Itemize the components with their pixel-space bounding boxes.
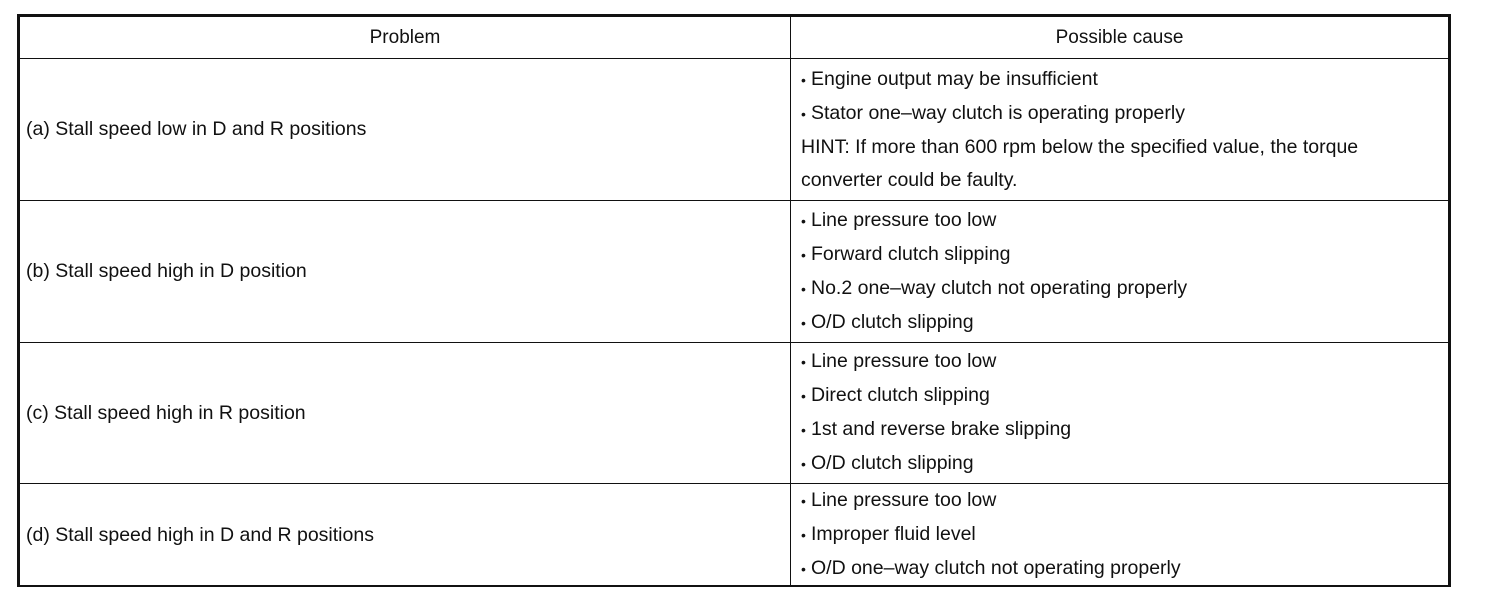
header-possible-cause: Possible cause xyxy=(791,17,1449,59)
cause-item xyxy=(801,447,1442,481)
cause-text: O/D clutch slipping xyxy=(811,310,974,333)
cause-list xyxy=(801,63,1442,131)
bullet-icon: • xyxy=(801,246,806,263)
table-row xyxy=(20,484,1449,587)
cause-item xyxy=(801,204,1442,238)
bullet-icon: • xyxy=(801,422,806,438)
problem-cell: (b) Stall speed high in D position xyxy=(20,201,791,343)
cause-cell xyxy=(791,343,1449,484)
hint-text: HINT: If more than 600 rpm below the specified value, the torque converter could be faulty. xyxy=(801,135,1359,191)
cause-text: Stator one–way clutch is operating properly xyxy=(811,101,1185,124)
cause-text: No.2 one–way clutch not operating properly xyxy=(811,276,1188,299)
cause-item xyxy=(801,518,1442,552)
bullet-icon: • xyxy=(801,280,806,297)
cause-item xyxy=(801,97,1442,131)
cause-list xyxy=(801,484,1442,586)
cause-cell xyxy=(791,59,1449,201)
cause-item xyxy=(801,272,1442,306)
cause-text: Forward clutch slipping xyxy=(811,242,1011,265)
problem-cell: (d) Stall speed high in D and R positions xyxy=(20,484,791,587)
cause-item xyxy=(801,63,1442,97)
problem-cell: (c) Stall speed high in R position xyxy=(20,343,791,484)
bullet-icon: • xyxy=(801,71,806,88)
cause-text: O/D one–way clutch not operating properly xyxy=(811,557,1181,579)
bullet-icon: • xyxy=(801,561,806,577)
cause-text: Direct clutch slipping xyxy=(811,384,990,406)
cause-text: Engine output may be insufficient xyxy=(811,67,1098,90)
cause-item xyxy=(801,484,1442,518)
bullet-icon: • xyxy=(801,212,806,229)
bullet-icon: • xyxy=(801,388,806,404)
bullet-icon: • xyxy=(801,314,806,331)
cause-list xyxy=(801,204,1442,340)
cause-cell xyxy=(791,484,1449,587)
problem-cell: (a) Stall speed low in D and R positions xyxy=(20,59,791,201)
bullet-icon: • xyxy=(801,527,806,543)
bullet-icon: • xyxy=(801,105,806,122)
troubleshooting-table xyxy=(17,14,1451,587)
bullet-icon: • xyxy=(801,354,806,370)
cause-item xyxy=(801,306,1442,340)
cause-item xyxy=(801,345,1442,379)
cause-item xyxy=(801,552,1442,586)
cause-list xyxy=(801,345,1442,481)
cause-text: 1st and reverse brake slipping xyxy=(811,418,1072,440)
stall-test-table xyxy=(19,16,1449,587)
cause-item xyxy=(801,413,1442,447)
table-row xyxy=(20,201,1449,343)
cause-text: Line pressure too low xyxy=(811,489,997,511)
cause-text: Line pressure too low xyxy=(811,350,997,372)
cause-item xyxy=(801,238,1442,272)
bullet-icon: • xyxy=(801,493,806,509)
table-header-row xyxy=(20,17,1449,59)
table-row xyxy=(20,59,1449,201)
cause-item xyxy=(801,379,1442,413)
bullet-icon: • xyxy=(801,456,806,472)
cause-text: O/D clutch slipping xyxy=(811,452,974,474)
table-row xyxy=(20,343,1449,484)
header-problem: Problem xyxy=(20,17,791,59)
cause-text: Improper fluid level xyxy=(811,523,976,545)
cause-cell xyxy=(791,201,1449,343)
cause-text: Line pressure too low xyxy=(811,208,997,231)
